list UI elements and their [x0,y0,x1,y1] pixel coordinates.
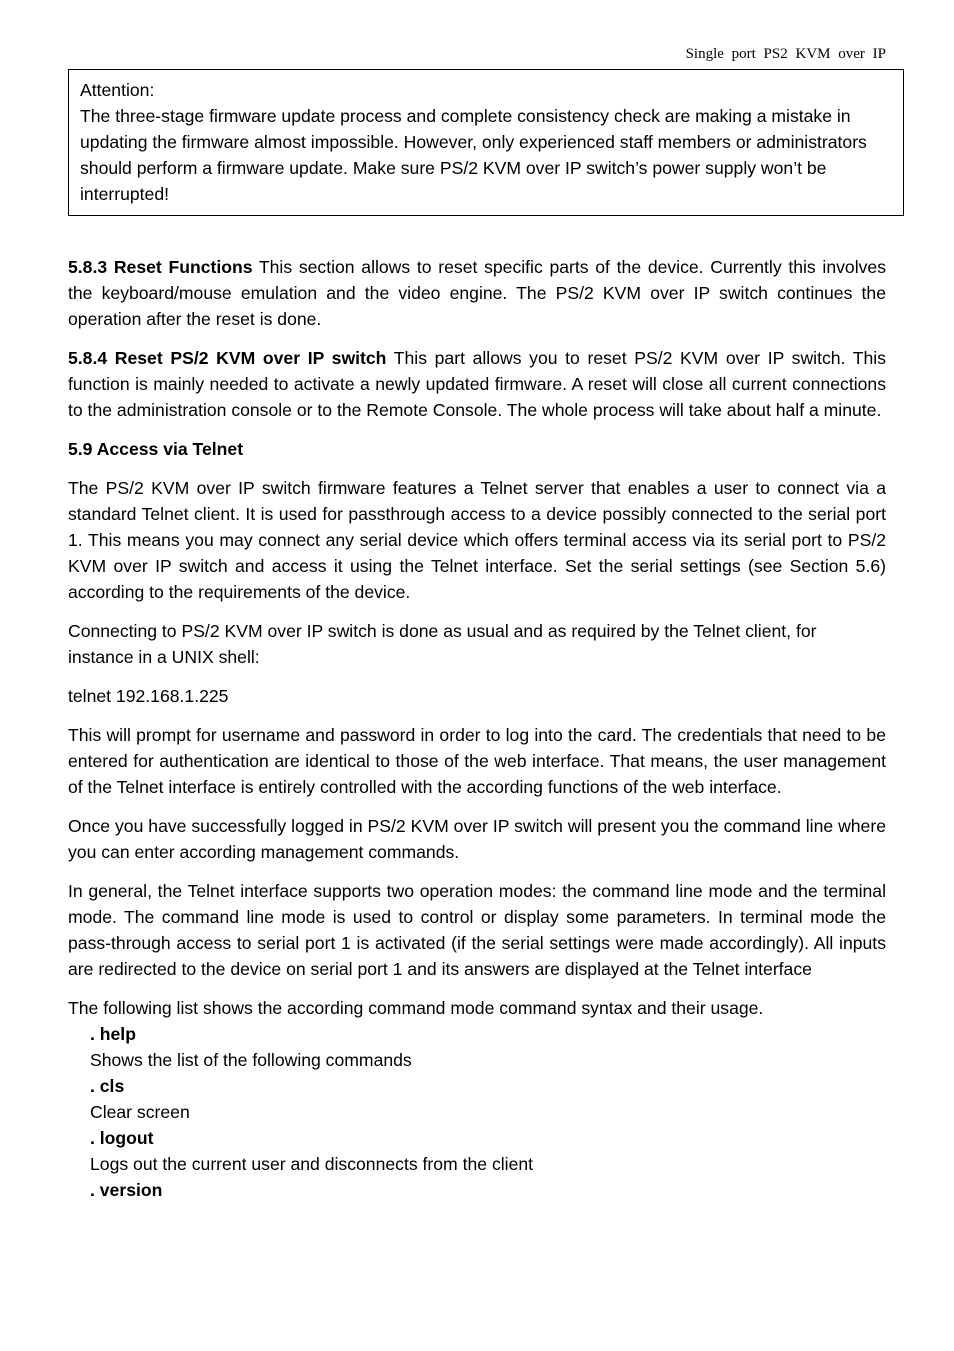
command-name: . help [90,1024,136,1044]
section-text-reset-switch: This part allows you to reset PS/2 KVM over IP switch. This function is mainly needed to activate a newly updated firmware. A reset will close all current connections to the administration console or to the Remote Console. The whole process will take about half a minute. [68,348,886,420]
telnet-command-example: telnet 192.168.1.225 [68,686,229,706]
command-name: . logout [90,1128,154,1148]
section-heading-reset-switch: 5.8.4 Reset PS/2 KVM over IP switch [68,348,387,368]
paragraph: The following list shows the according command mode command syntax and their usage. [68,998,764,1018]
paragraph: Connecting to PS/2 KVM over IP switch is done as usual and as required by the Telnet client, for instance in a UNIX shell: [68,621,817,667]
paragraph: This will prompt for username and password in order to log into the card. The credentials that need to be entered for authentication are identical to those of the web interface. That means, the user management of the Telnet interface is entirely controlled with the according functions of the web interface. [68,725,886,797]
telnet-heading-text: 5.9 Access via Telnet [68,439,244,459]
list-item [90,1021,886,1073]
command-description: Clear screen [90,1102,190,1122]
paragraph: In general, the Telnet interface supports two operation modes: the command line mode and the terminal mode. The command line mode is used to control or display some parameters. In terminal mode the pass-through access to serial port 1 is activated (if the serial settings were made accordingly). All inputs are redirected to the device on serial port 1 and its answers are displayed at the Telnet interface [68,881,886,979]
attention-text: The three-stage firmware update process and complete consistency check are making a mistake in updating the firmware almost impossible. However, only experienced staff members or administrators should perform a firmware update. Make sure PS/2 KVM over IP switch’s power supply won’t be interrupted! [80,106,867,204]
list-item [90,1125,886,1177]
main-content [68,254,886,1203]
list-item [90,1073,886,1125]
list-item [90,1177,886,1203]
running-header: Single port PS2 KVM over IP [685,46,886,62]
command-list [68,1021,886,1203]
section-reset-switch [68,345,886,423]
section-heading-telnet [68,436,886,462]
command-name: . cls [90,1076,125,1096]
command-description: Shows the list of the following commands [90,1050,412,1070]
command-description: Logs out the current user and disconnects from the client [90,1154,534,1174]
attention-box [68,69,904,216]
section-reset-functions [68,254,886,332]
section-text-reset-functions: This section allows to reset specific parts of the device. Currently this involves the keyboard/mouse emulation and the video engine. The PS/2 KVM over IP switch continues the operation after the reset is done. [68,257,886,329]
paragraph: Once you have successfully logged in PS/2 KVM over IP switch will present you the command line where you can enter according management commands. [68,816,886,862]
attention-heading: Attention: [80,80,155,100]
section-heading-reset-functions: 5.8.3 Reset Functions [68,257,253,277]
command-name: . version [90,1180,163,1200]
paragraph: The PS/2 KVM over IP switch firmware features a Telnet server that enables a user to connect via a standard Telnet client. It is used for passthrough access to a device possibly connected to the serial port 1. This means you may connect any serial device which offers terminal access via its serial port to PS/2 KVM over IP switch and access it using the Telnet interface. Set the serial settings (see Section 5.6) according to the requirements of the device. [68,478,886,602]
